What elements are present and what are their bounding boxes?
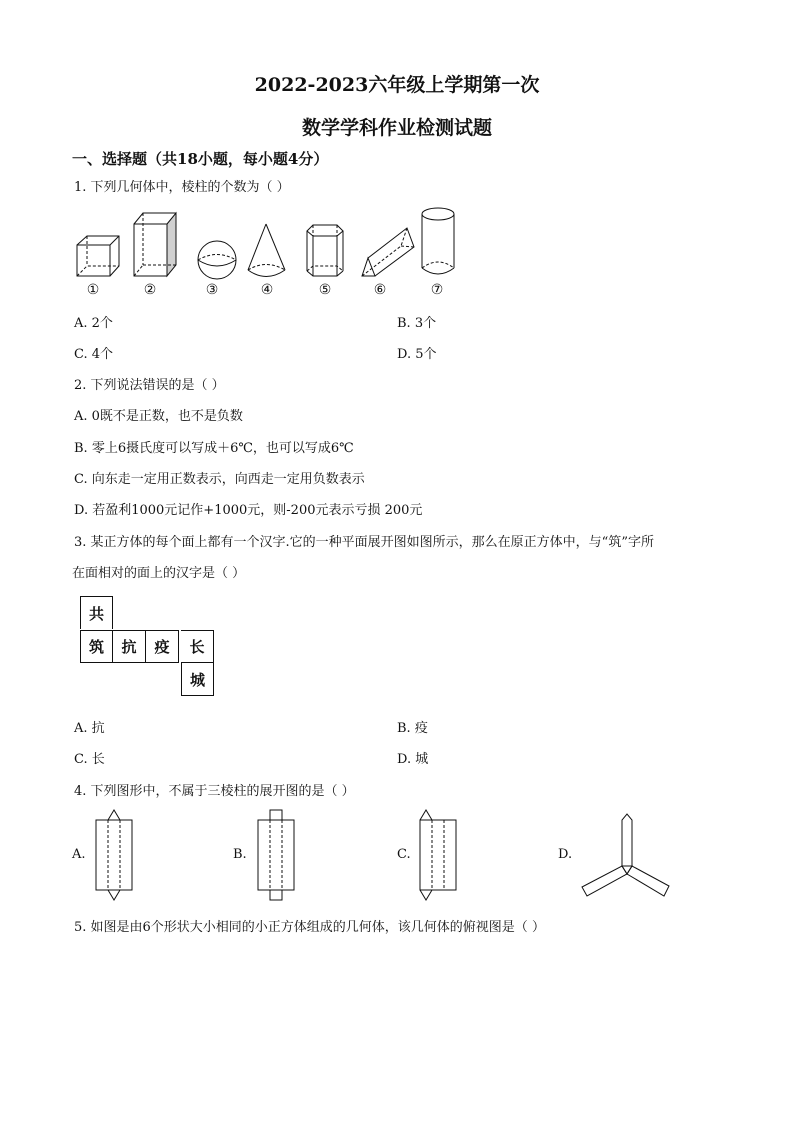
title-line-1: 2022-2023六年级上学期第一次: [254, 74, 540, 96]
q4-option-b-label: B.: [233, 847, 247, 862]
net-cell-kang: 抗: [113, 630, 146, 663]
q4-option-d-label: D.: [558, 847, 573, 862]
solid-label-5: ⑤: [318, 282, 332, 298]
question-2-stem: 2. 下列说法错误的是（ ）: [74, 378, 225, 393]
solid-label-6: ⑥: [373, 282, 387, 298]
q2-option-c: C. 向东走一定用正数表示，向西走一定用负数表示: [74, 472, 365, 487]
question-1-stem: 1. 下列几何体中，棱柱的个数为（ ）: [74, 180, 290, 195]
q2-option-b: B. 零上6摄氏度可以写成＋6℃，也可以写成6℃: [74, 441, 354, 456]
solid-label-1: ①: [86, 282, 100, 298]
q3-option-a: A. 抗: [74, 721, 105, 736]
q3-option-d: D. 城: [397, 752, 429, 767]
solid-label-4: ④: [260, 282, 274, 298]
net-c: [420, 810, 456, 900]
net-a: [96, 810, 132, 900]
net-cell-chang: 长: [181, 630, 214, 663]
q2-option-d: D. 若盈利1000元记作+1000元，则-200元表示亏损 200元: [74, 503, 423, 518]
net-b: [258, 810, 294, 900]
section-heading: 一、选择题（共18小题，每小题4分）: [72, 150, 329, 168]
q1-option-d: D. 5个: [397, 347, 437, 362]
q3-option-b: B. 疫: [397, 721, 428, 736]
q1-option-a: A. 2个: [74, 316, 113, 331]
question-4-stem: 4. 下列图形中，不属于三棱柱的展开图的是（ ）: [74, 784, 355, 799]
title-line-2: 数学学科作业检测试题: [301, 117, 492, 139]
q4-option-c-label: C.: [397, 847, 411, 862]
net-cell-gong: 共: [80, 596, 113, 629]
net-d: [582, 814, 669, 896]
solid-label-3: ③: [205, 282, 219, 298]
net-cell-zhu: 筑: [80, 630, 113, 663]
q4-option-a-label: A.: [72, 847, 86, 862]
q1-option-b: B. 3个: [397, 316, 437, 331]
net-cell-cheng: 城: [181, 663, 214, 696]
q1-option-c: C. 4个: [74, 347, 114, 362]
question-3-stem-line-2: 在面相对的面上的汉字是（ ）: [72, 566, 246, 581]
q3-option-c: C. 长: [74, 752, 105, 767]
q2-option-a: A. 0既不是正数，也不是负数: [74, 409, 243, 424]
net-cell-yi: 疫: [146, 630, 179, 663]
question-5-stem: 5. 如图是由6个形状大小相同的小正方体组成的几何体，该几何体的俯视图是（ ）: [74, 920, 545, 935]
solid-label-7: ⑦: [430, 282, 444, 298]
solid-label-2: ②: [143, 282, 157, 298]
question-3-stem-line-1: 3. 某正方体的每个面上都有一个汉字.它的一种平面展开图如图所示，那么在原正方体中，与“筑”字所: [74, 535, 654, 550]
